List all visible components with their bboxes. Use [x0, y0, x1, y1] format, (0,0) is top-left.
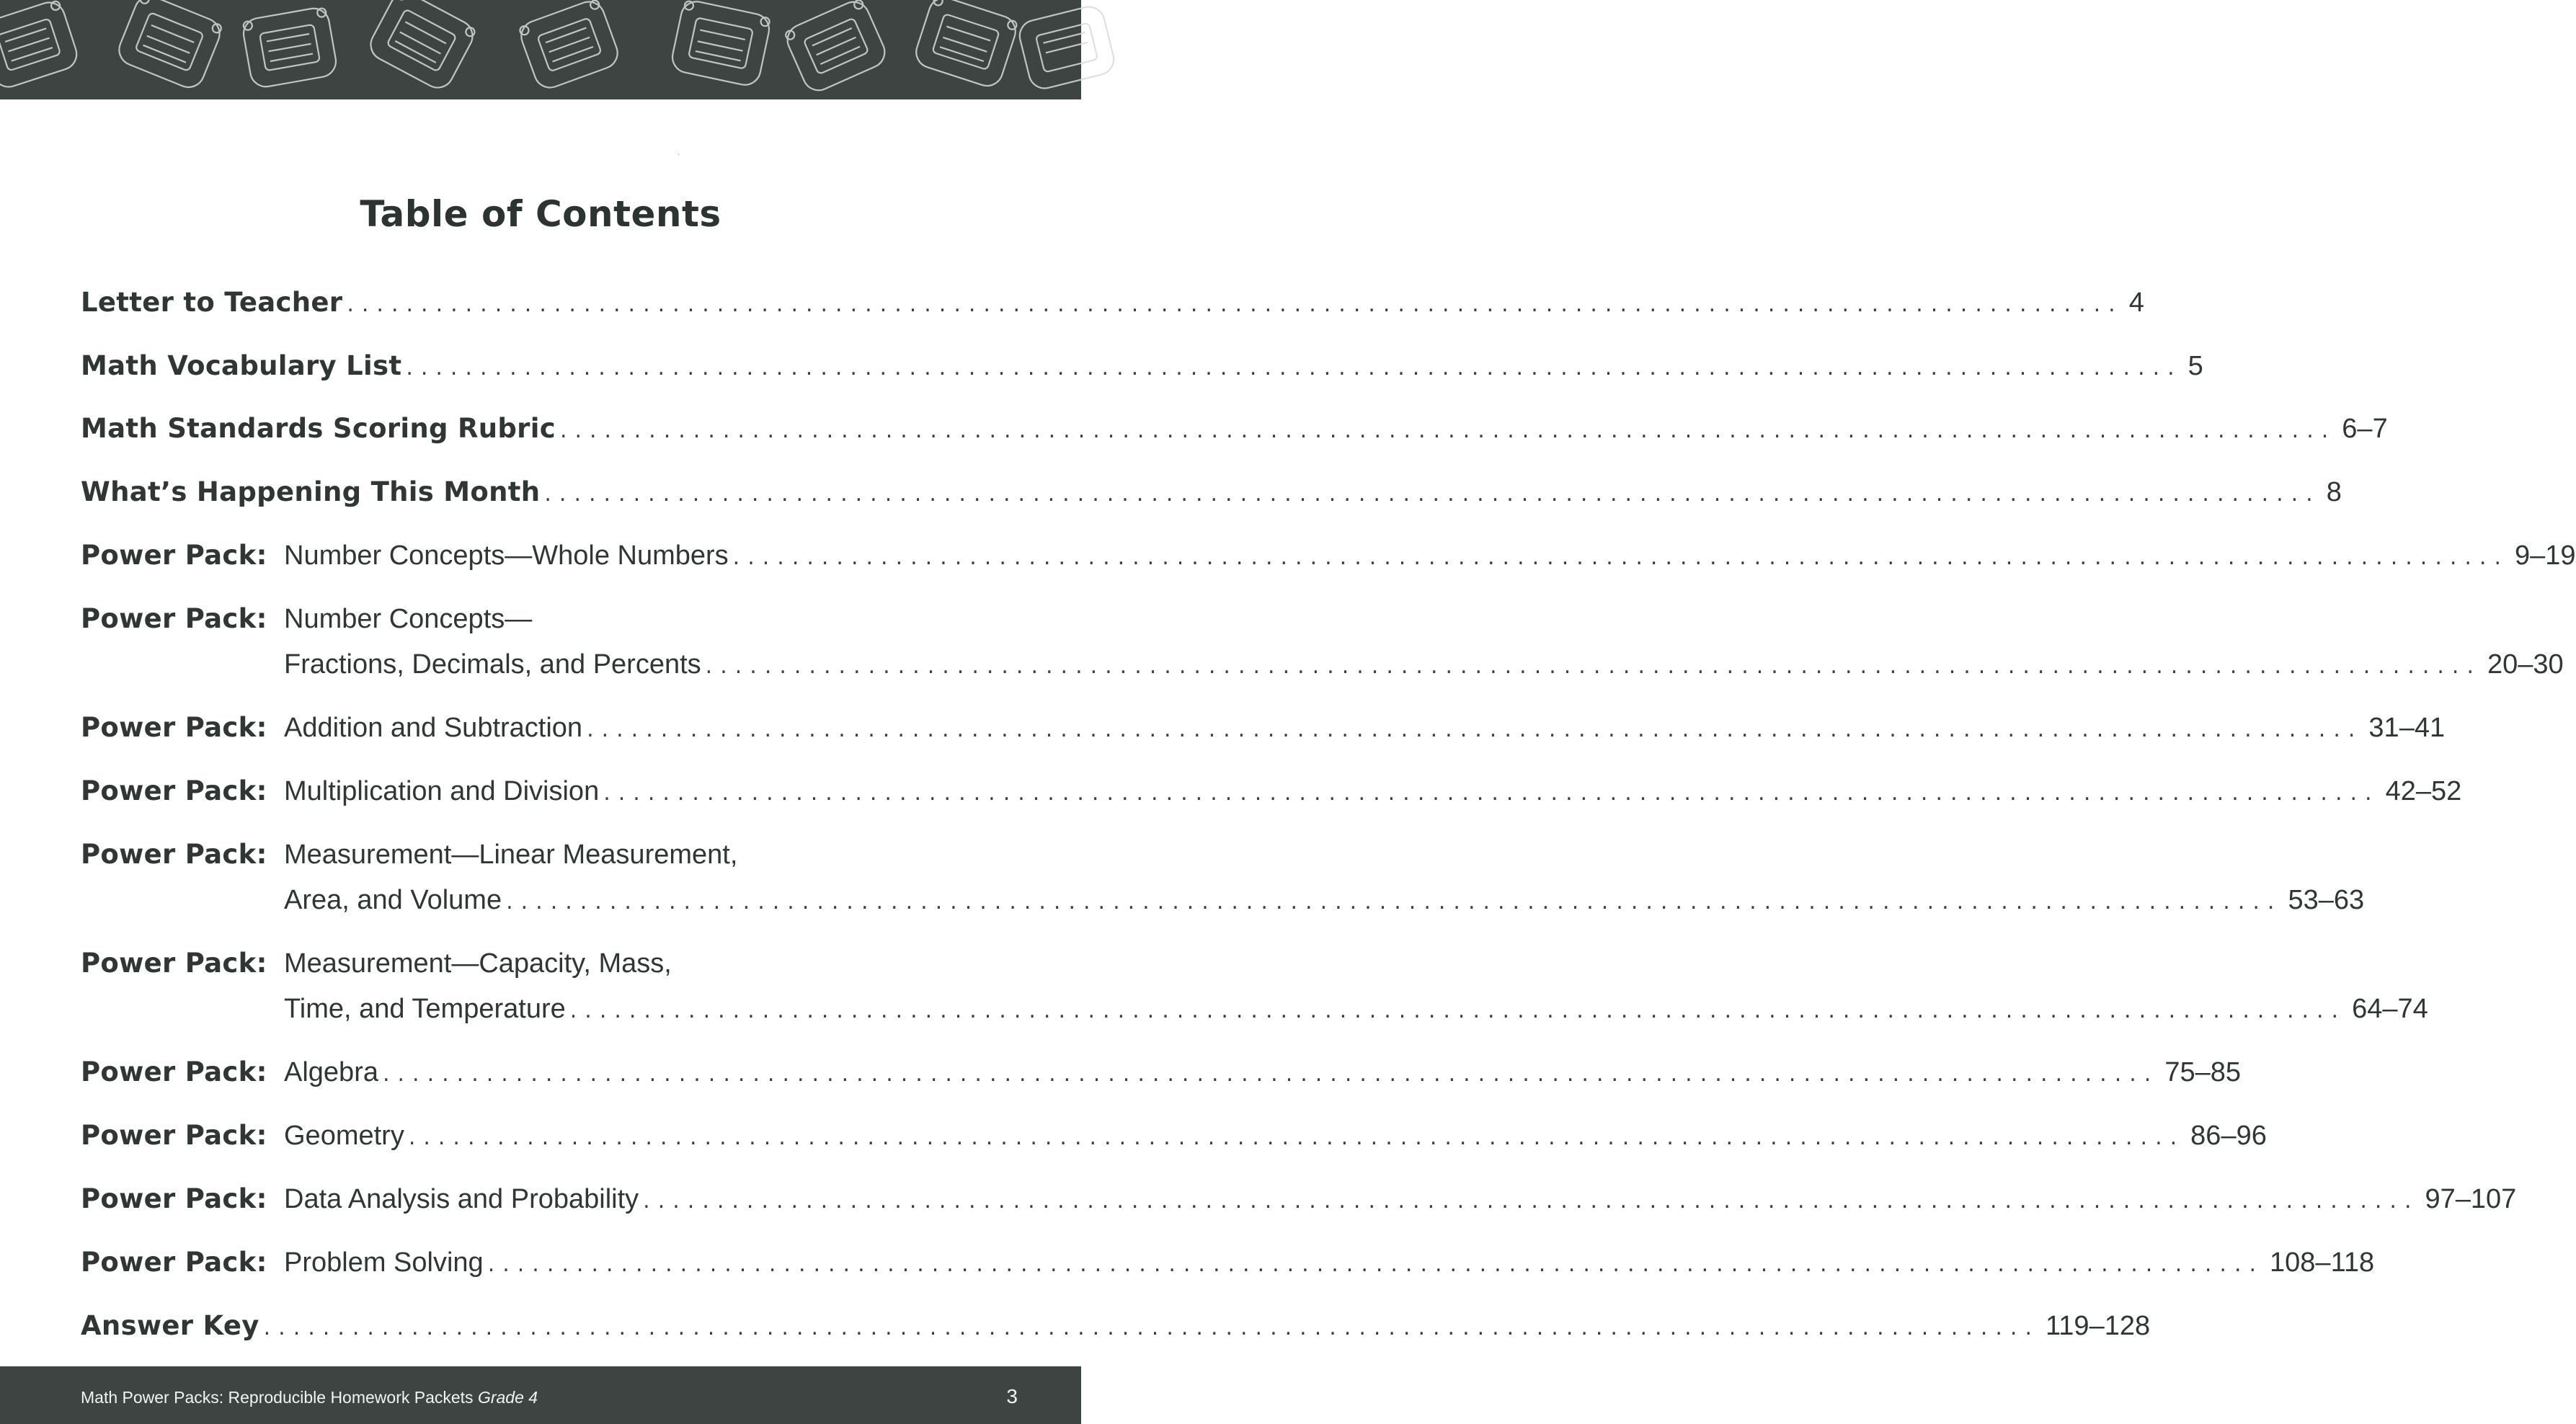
footer-series-title [81, 1388, 538, 1407]
toc-entry-title: Number Concepts—Whole Numbers [284, 540, 729, 571]
dot-leader: ........................................................................................................................ [263, 1315, 2040, 1340]
toc-entry [81, 1308, 2151, 1344]
scan-speck: · [678, 151, 680, 159]
toc-entry-pages: 5 [2188, 351, 2203, 381]
toc-entry-title: Math Standards Scoring Rubric [81, 413, 556, 444]
toc-entry-prefix: Power Pack: [81, 1120, 267, 1151]
toc-entry [81, 1054, 2241, 1090]
toc-entry-title: Letter to Teacher [81, 287, 343, 318]
toc-entry-pages: 20–30 [2487, 649, 2564, 680]
footer-bar [0, 1366, 1081, 1424]
toc-entry-title: Algebra [284, 1057, 378, 1087]
toc-entry-title: What’s Happening This Month [81, 476, 541, 507]
toc-entry-title: Problem Solving [284, 1247, 484, 1278]
toc-entry [81, 882, 2365, 918]
dot-leader: ........................................................................................................................ [408, 1125, 2185, 1150]
toc-entry-prefix: Power Pack: [81, 1183, 267, 1214]
dot-leader: ........................................................................................................................ [382, 1062, 2159, 1087]
dot-leader: ........................................................................................................................ [569, 998, 2347, 1023]
toc-entry [81, 646, 2564, 682]
toc-entry-pages: 9–19 [2515, 540, 2576, 571]
dot-leader: ........................................................................................................................ [732, 545, 2510, 570]
toc-entry-prefix: Power Pack: [81, 948, 267, 979]
toc-entry [81, 411, 2388, 447]
toc-entry-prefix: Power Pack: [81, 540, 267, 571]
toc-entry-title: Geometry [284, 1121, 404, 1151]
dot-leader: ........................................................................................................................ [643, 1188, 2420, 1214]
toc-entry [81, 538, 2576, 574]
toc-entry [81, 773, 2462, 809]
dot-leader: ........................................................................................................................ [559, 418, 2337, 443]
school-bus-pattern-icon [0, 0, 1081, 99]
toc-entry-title: Addition and Subtraction [284, 713, 583, 743]
toc-entry-pages: 86–96 [2190, 1121, 2267, 1151]
toc-entry [81, 991, 2428, 1027]
toc-entry [81, 348, 2203, 384]
toc-entry [81, 1181, 2517, 1217]
toc-entry-prefix: Power Pack: [81, 603, 267, 634]
toc-entry-pages: 119–128 [2045, 1311, 2151, 1341]
toc-entry-prefix: Power Pack: [81, 839, 267, 870]
toc-entry [81, 285, 2144, 321]
dot-leader: ........................................................................................................................ [544, 481, 2321, 507]
toc-entry-pages: 97–107 [2425, 1184, 2517, 1214]
toc-entry-prefix: Power Pack: [81, 775, 267, 806]
toc-entry-title: Number Concepts— [284, 604, 533, 634]
toc-entry-title: Data Analysis and Probability [284, 1184, 639, 1214]
toc-entry [81, 710, 2446, 746]
toc-entry [81, 945, 1012, 982]
toc-entry-prefix: Power Pack: [81, 712, 267, 743]
footer-series: Math Power Packs: Reproducible Homework Packets [81, 1388, 474, 1407]
toc-entry-pages: 31–41 [2368, 713, 2446, 743]
toc-entry-prefix: Power Pack: [81, 1056, 267, 1087]
toc-entry-pages: 6–7 [2342, 414, 2388, 444]
toc-entry-prefix: Power Pack: [81, 1247, 267, 1278]
toc-entry-title-continued: Fractions, Decimals, and Percents [284, 649, 701, 680]
page-number: 3 [1006, 1385, 1018, 1407]
toc-entry [81, 837, 1012, 873]
toc-entry [81, 601, 1012, 637]
toc-entry-pages: 8 [2326, 477, 2342, 507]
dot-leader: ........................................................................................................................ [406, 355, 2182, 381]
dot-leader: ........................................................................................................................ [487, 1252, 2265, 1277]
dot-leader: ........................................................................................................................ [506, 889, 2283, 915]
dot-leader: ........................................................................................................................ [603, 780, 2380, 806]
toc-entry-title-continued: Time, and Temperature [284, 994, 566, 1024]
toc-entry-pages: 4 [2128, 288, 2144, 318]
toc-entry [81, 1118, 2267, 1154]
toc-entry-title: Answer Key [81, 1310, 259, 1341]
footer-grade: Grade 4 [477, 1388, 538, 1407]
toc-entry-pages: 42–52 [2385, 776, 2462, 806]
toc-entry-pages: 108–118 [2270, 1247, 2375, 1278]
toc-entry-pages: 53–63 [2288, 885, 2365, 915]
toc-entry-title: Measurement—Capacity, Mass, [284, 948, 672, 979]
toc-entry [81, 474, 2342, 510]
toc-entry-title: Measurement—Linear Measurement, [284, 840, 738, 870]
top-banner [0, 0, 1081, 99]
toc-entry-title-continued: Area, and Volume [284, 885, 502, 915]
dot-leader: ........................................................................................................................ [587, 717, 2363, 742]
page-title: Table of Contents [360, 193, 721, 235]
dot-leader: ........................................................................................................................ [705, 654, 2482, 679]
dot-leader: ........................................................................................................................ [347, 292, 2123, 317]
toc-entry-pages: 64–74 [2352, 994, 2428, 1024]
toc-entry [81, 1245, 2375, 1281]
toc-entry-pages: 75–85 [2164, 1057, 2241, 1087]
toc-entry-title: Math Vocabulary List [81, 350, 402, 381]
toc-entry-title: Multiplication and Division [284, 776, 600, 806]
